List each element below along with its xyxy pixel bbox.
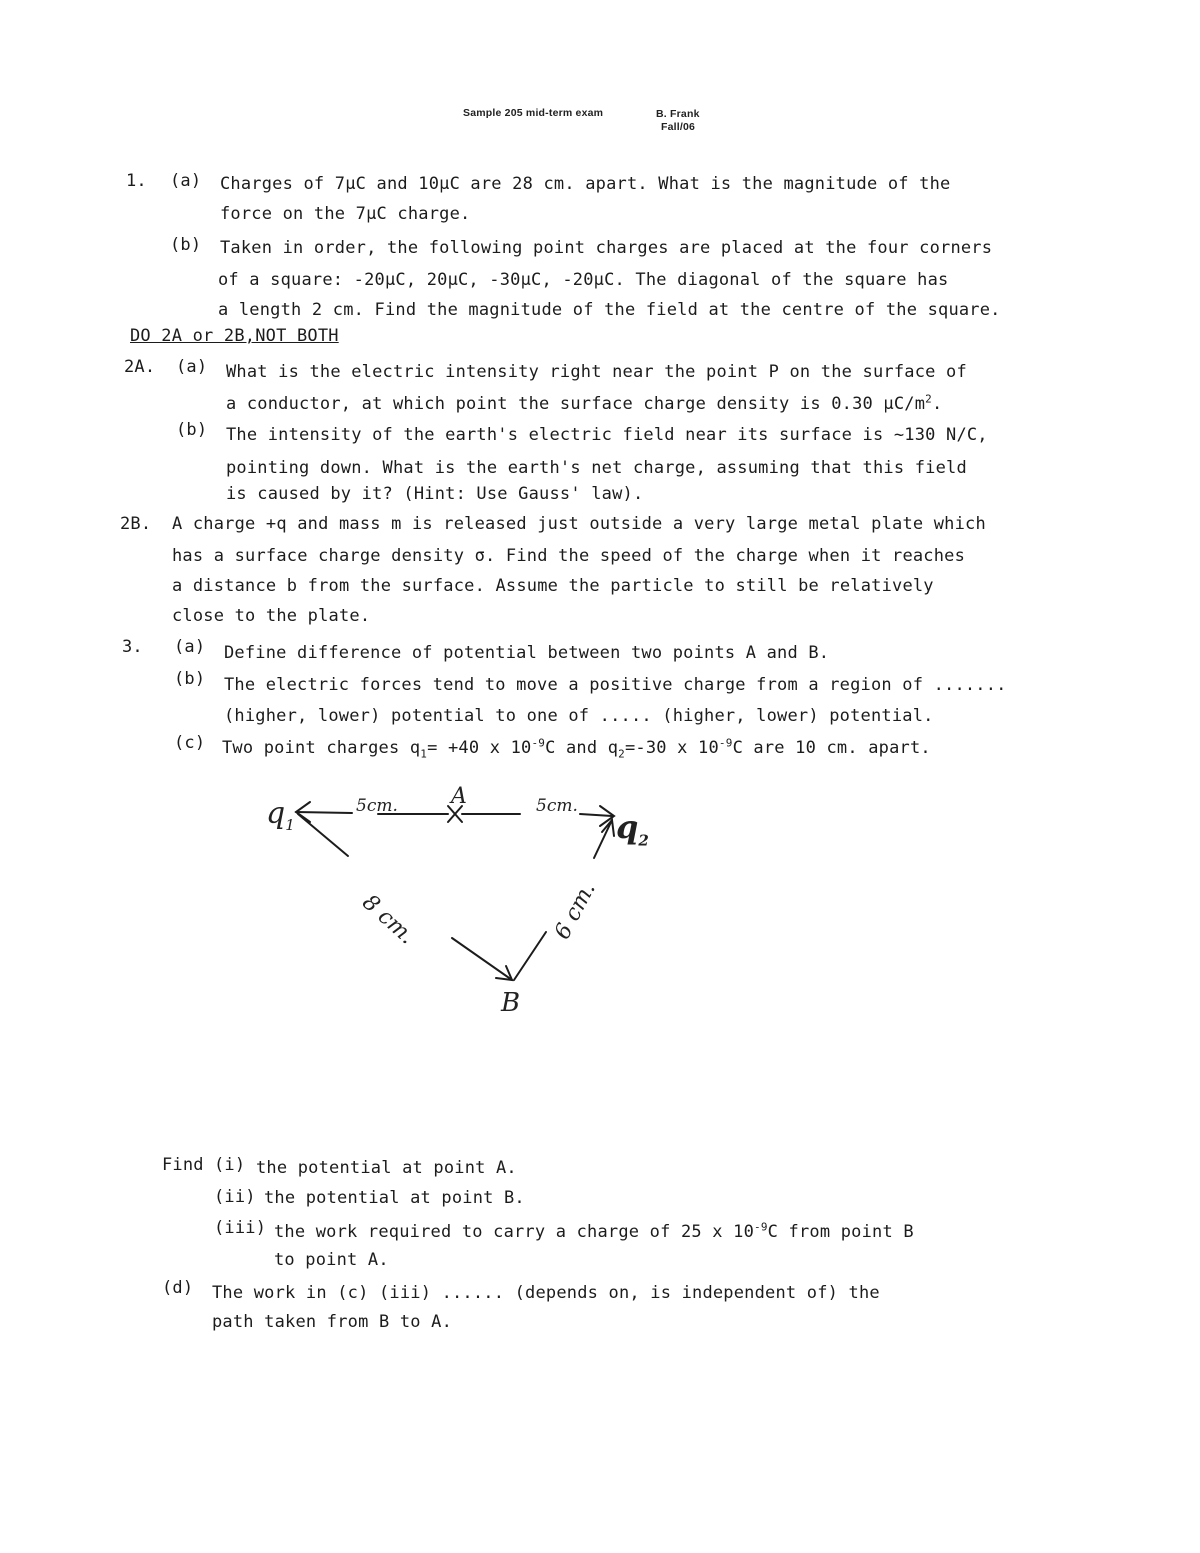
q3b-line: (higher, lower) potential to one of ..... (higher, lower) potential. bbox=[224, 706, 934, 726]
find-i-label: (i) bbox=[214, 1155, 246, 1175]
q1-b-segment bbox=[452, 938, 512, 980]
q2-charge-label: $q_2$ bbox=[616, 808, 649, 850]
q1-a-segment bbox=[296, 812, 352, 813]
q2a-b-line: The intensity of the earth's electric field near its surface is ~130 N/C, bbox=[226, 425, 988, 445]
q2a-b-line: is caused by it? (Hint: Use Gauss' law). bbox=[226, 484, 644, 504]
q2a-a-label: (a) bbox=[176, 357, 208, 377]
q1a-line: Charges of 7μC and 10μC are 28 cm. apart. What is the magnitude of the bbox=[220, 174, 951, 194]
q1-charge-label: $q_1$ bbox=[266, 796, 295, 834]
q3a-line: Define difference of potential between two points A and B. bbox=[224, 643, 830, 663]
q3-number: 3. bbox=[122, 637, 143, 657]
exam-title: Sample 205 mid-term exam bbox=[463, 107, 604, 119]
q1-a-distance: 5cm. bbox=[356, 796, 398, 816]
q1b-label: (b) bbox=[170, 235, 202, 255]
q2a-b-label: (b) bbox=[176, 420, 208, 440]
q1-b-segment bbox=[298, 814, 348, 856]
find-iii-text: to point A. bbox=[274, 1250, 389, 1270]
find-iii-text: the work required to carry a charge of 25 x $10^{-9}C$ from point B bbox=[274, 1220, 914, 1242]
q2b-number: 2B. bbox=[120, 514, 152, 534]
q2-b-segment bbox=[514, 932, 546, 980]
q2b-line: has a surface charge density σ. Find the speed of the charge when it reaches bbox=[172, 546, 966, 566]
a-q2-segment bbox=[580, 814, 612, 816]
find-intro: Find bbox=[162, 1155, 204, 1175]
point-a-label: A bbox=[451, 784, 467, 809]
exam-author: B. Frank bbox=[656, 108, 700, 120]
q3b-label: (b) bbox=[174, 669, 206, 689]
q2b-line: close to the plate. bbox=[172, 606, 371, 626]
q2b-line: a distance b from the surface. Assume the particle to still be relatively bbox=[172, 576, 934, 596]
find-ii-label: (ii) bbox=[214, 1187, 256, 1207]
q2a-a-line: What is the electric intensity right near the point P on the surface of bbox=[226, 362, 967, 382]
q2a-a-line: a conductor, at which point the surface charge density is 0.30 $\mu C/m^2$. bbox=[226, 392, 943, 414]
q1b-line: of a square: -20μC, 20μC, -30μC, -20μC. The diagonal of the square has bbox=[218, 270, 949, 290]
q2a-number: 2A. bbox=[124, 357, 156, 377]
q1b-line: Taken in order, the following point charges are placed at the four corners bbox=[220, 238, 993, 258]
find-i-text: the potential at point A. bbox=[256, 1158, 517, 1178]
q3a-label: (a) bbox=[174, 637, 206, 657]
q2b-line: A charge +q and mass m is released just outside a very large metal plate which bbox=[172, 514, 986, 534]
find-d-label: (d) bbox=[162, 1278, 194, 1298]
q1-number: 1. bbox=[126, 171, 147, 191]
q1a-label: (a) bbox=[170, 171, 202, 191]
q3b-line: The electric forces tend to move a positive charge from a region of ....... bbox=[224, 675, 1007, 695]
a-q2-distance: 5cm. bbox=[536, 796, 578, 816]
exam-term: Fall/06 bbox=[661, 121, 696, 133]
q1a-line: force on the 7μC charge. bbox=[220, 204, 471, 224]
q2-b-distance: 6 cm. bbox=[550, 877, 601, 944]
q3c-line: Two point charges $q_1= +40$ x $10^{-9}C$ and $q_2=-30$ x $10^{-9}C$ are 10 cm. apart. bbox=[222, 736, 931, 761]
q2-b-segment bbox=[594, 820, 612, 858]
find-ii-text: the potential at point B. bbox=[264, 1188, 525, 1208]
find-d-line: path taken from B to A. bbox=[212, 1312, 453, 1332]
q3c-label: (c) bbox=[174, 733, 206, 753]
q1-b-distance: 8 cm. bbox=[357, 890, 420, 950]
q2a-b-line: pointing down. What is the earth's net charge, assuming that this field bbox=[226, 458, 967, 478]
instruction-heading: DO 2A or 2B,NOT BOTH bbox=[130, 326, 339, 346]
find-iii-label: (iii) bbox=[214, 1218, 267, 1238]
point-b-label: B bbox=[501, 988, 521, 1018]
q1b-line: a length 2 cm. Find the magnitude of the field at the centre of the square. bbox=[218, 300, 1001, 320]
find-d-line: The work in (c) (iii) ...... (depends on, is independent of) the bbox=[212, 1283, 880, 1303]
